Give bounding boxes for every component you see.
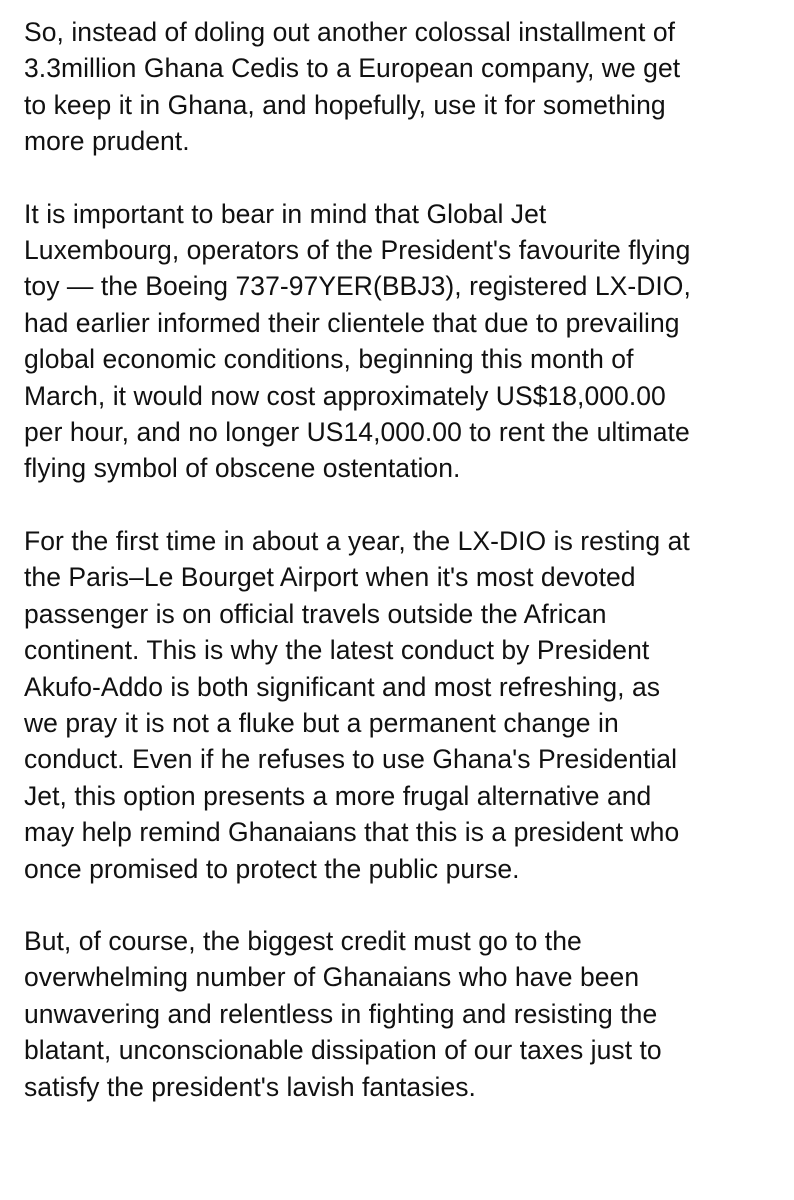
paragraph-savings [24, 14, 770, 160]
paragraph-lx-dio [24, 523, 770, 887]
text-line: blatant, unconscionable dissipation of our taxes just to [24, 1035, 662, 1066]
text-line: So, instead of doling out another colossal installment of [24, 17, 676, 47]
text-line: had earlier informed their clientele that due to prevailing [24, 307, 680, 338]
text-line: But, of course, the biggest credit must go to the [24, 925, 582, 956]
text-line: unwavering and relentless in fighting and resisting the [24, 998, 658, 1029]
text-line: satisfy the president's lavish fantasies. [24, 1071, 476, 1102]
text-line: For the first time in about a year, the LX-DIO is resting at [24, 525, 690, 556]
text-line: Jet, this option presents a more frugal alternative and [24, 780, 652, 811]
paragraph-global-jet [24, 196, 770, 487]
text-line: we pray it is not a fluke but a permanent change in [24, 707, 619, 738]
text-line: continent. This is why the latest conduct by President [24, 635, 650, 666]
paragraph-credit [24, 923, 770, 1105]
text-line: Luxembourg, operators of the President's favourite flying [24, 235, 691, 266]
text-line: may help remind Ghanaians that this is a president who [24, 817, 680, 848]
text-line: global economic conditions, beginning this month of [24, 344, 634, 375]
text-line: overwhelming number of Ghanaians who have been [24, 962, 640, 993]
text-line: flying symbol of obscene ostentation. [24, 453, 461, 484]
text-line: toy — the Boeing 737-97YER(BBJ3), registered LX-DIO, [24, 271, 691, 302]
text-line: conduct. Even if he refuses to use Ghana's Presidential [24, 744, 678, 775]
text-line: more prudent. [24, 126, 190, 157]
text-line: It is important to bear in mind that Global Jet [24, 198, 547, 229]
text-line: 3.3million Ghana Cedis to a European company, we get [24, 53, 681, 84]
text-line: per hour, and no longer US14,000.00 to rent the ultimate [24, 417, 690, 448]
text-line: Akufo-Addo is both significant and most refreshing, as [24, 671, 661, 702]
text-line: to keep it in Ghana, and hopefully, use it for something [24, 89, 666, 120]
text-line: the Paris–Le Bourget Airport when it's most devoted [24, 562, 636, 593]
text-line: passenger is on official travels outside the African [24, 598, 607, 629]
text-line: March, it would now cost approximately US$18,000.00 [24, 380, 666, 411]
text-line: once promised to protect the public purse. [24, 853, 520, 884]
